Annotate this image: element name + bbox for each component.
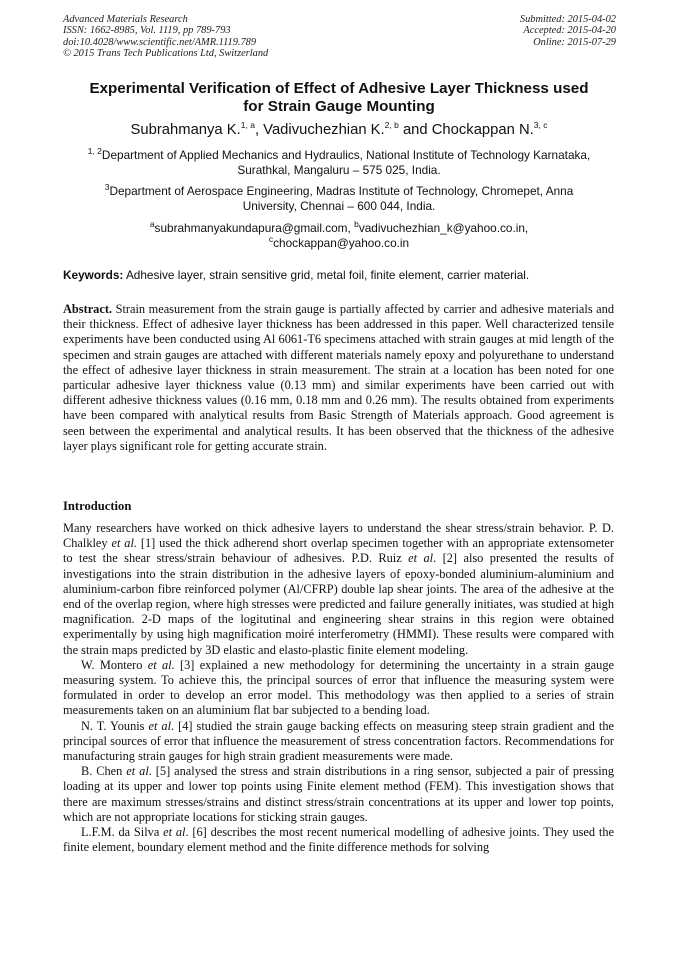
introduction-body [63, 521, 614, 855]
paper-title [30, 80, 648, 116]
intro-p5-etal: et al [163, 825, 186, 840]
author-3: Chockappan N. [431, 122, 534, 138]
email-a-mark: a [149, 219, 155, 230]
affiliation-2-line-1: Department of Aerospace Engineering, Madras Institute of Technology, Chromepet, Anna [109, 184, 574, 198]
intro-p2-text-b: [3] explained a new methodology for determining the uncertainty in a strain gauge measuring system. To achieve this, the principal sources of error that influence the measuring system were formulated in order to develop an error model. This methodology was then applied to a series of strain measurements taken on an aluminium flat bar subjected to a bending load. [63, 657, 614, 718]
intro-p3-etal: et al [148, 718, 172, 733]
affiliation-2-mark: 3 [104, 182, 110, 193]
author-separator-2: and [398, 122, 432, 138]
intro-paragraph-2 [63, 658, 614, 719]
email-b[interactable]: vadivuchezhian_k@yahoo.co.in, [358, 221, 529, 235]
copyright-line: © 2015 Trans Tech Publications Ltd, Switzerland [63, 47, 269, 59]
email-c-mark: c [268, 234, 274, 245]
affiliation-2 [40, 184, 638, 214]
intro-p4-text-a: B. Chen [81, 764, 127, 779]
author-2-affil-mark: 2, b [384, 120, 399, 131]
accepted-date: Accepted: 2015-04-20 [523, 25, 616, 37]
intro-paragraph-4 [63, 764, 614, 825]
journal-name: Advanced Materials Research [63, 14, 188, 25]
affiliation-1-mark: 1, 2 [87, 146, 102, 157]
introduction-heading: Introduction [63, 499, 132, 513]
journal-header-left [63, 14, 268, 59]
submitted-date: Submitted: 2015-04-02 [519, 14, 616, 25]
intro-paragraph-3 [63, 719, 614, 765]
affiliation-1-line-2: Surathkal, Mangaluru – 575 025, India. [237, 163, 441, 177]
author-1-affil-mark: 1, a [240, 120, 255, 131]
intro-p4-text-b: . [5] analysed the stress and strain distributions in a ring sensor, subjected a pair of pressing loading at its upper and lower top points using Finite element method (FEM). This investigation shows that there are maximum stresses/strains and distinct stress/strain concentrations at its upper and lower top points, which are not appropriate locations for sticking strain gauges. [63, 764, 614, 824]
intro-p1-text-b: [1] used the thick adherend short overlap specimen together with an appropriate extensometer to test the shear stress/strain behaviour of adhesives. P.D. Ruiz [63, 536, 614, 566]
online-date: Online: 2015-07-29 [533, 36, 616, 48]
keywords-line [63, 268, 623, 283]
author-2: Vadivuchezhian K. [263, 122, 385, 138]
doi-line: doi:10.4028/www.scientific.net/AMR.1119.789 [63, 36, 257, 48]
intro-p1-text-c: . [2] also presented the results of investigations into the strain distribution in the adhesive layers of epoxy-bonded aluminium-aluminium and aluminium-carbon fibre reinforced polymer (Al/CFRP) double lap shear joints. The area of the adhesive at the end of the overlap region, where high stresses were predicted and failure generally initiates, was studied at high magnification. 2-D maps of the logitutinal and engineering shear strains in this region were obtained experimentally by using high magnification moiré interferometry (HMMI). These results were compared with the strain maps predicted by 3D elastic and elasto-plastic finite element modeling. [63, 551, 614, 657]
email-b-mark: b [354, 219, 359, 230]
affiliation-2-line-2: University, Chennai – 600 044, India. [242, 199, 436, 213]
abstract-label: Abstract. [63, 302, 113, 316]
affiliation-1 [40, 148, 638, 178]
issn-line: ISSN: 1662-8985, Vol. 1119, pp 789-793 [63, 25, 231, 37]
intro-p1-etal-1: et al. [111, 536, 137, 551]
title-line-2: for Strain Gauge Mounting [243, 98, 435, 115]
intro-p2-etal: et al. [147, 657, 175, 672]
abstract-paragraph [63, 302, 614, 454]
intro-p5-text-a: L.F.M. da Silva [81, 825, 164, 840]
intro-p1-text-a: Many researchers have worked on thick adhesive layers to understand the shear stress/strain behavior. P. D. Chalkley [63, 521, 614, 551]
intro-paragraph-1 [63, 521, 614, 658]
journal-header-right [520, 14, 616, 48]
title-line-1: Experimental Verification of Effect of Adhesive Layer Thickness used [89, 80, 589, 97]
email-c[interactable]: chockappan@yahoo.co.in [273, 236, 410, 250]
intro-p1-etal-2: et al [408, 551, 434, 566]
intro-paragraph-5 [63, 825, 614, 855]
affiliation-1-line-1: Department of Applied Mechanics and Hydraulics, National Institute of Technology Karnataka, [101, 148, 591, 162]
intro-p3-text-a: N. T. Younis [81, 718, 149, 733]
intro-p4-etal: et al [126, 764, 149, 779]
author-3-affil-mark: 3, c [533, 120, 548, 131]
author-separator-1: , [254, 122, 264, 138]
email-a[interactable]: subrahmanyakundapura@gmail.com, [154, 221, 355, 235]
author-1: Subrahmanya K. [130, 122, 241, 138]
author-emails [40, 221, 638, 251]
intro-p3-text-b: . [4] studied the strain gauge backing effects on measuring steep strain gradient and the principal sources of error that influence the measurement of stress concentration factors. Recommendations for manufacturing strain gauges for high strain gradient measurements were made. [63, 718, 614, 764]
keywords-text: Adhesive layer, strain sensitive grid, metal foil, finite element, carrier material. [123, 268, 530, 282]
author-list [30, 121, 648, 139]
intro-p5-text-b: . [6] describes the most recent numerical modelling of adhesive joints. They used the finite element, boundary element method and the finite difference methods for solving [63, 825, 614, 855]
keywords-label: Keywords: [63, 268, 124, 282]
abstract-text: Strain measurement from the strain gauge is partially affected by carrier and adhesive materials and their thickness. Effect of adhesive layer thickness has been addressed in this paper. Well characterized tensile experiments have been conducted using Al 6061-T6 specimens attached with strain gauges at mid length of the specimen and strain gauges are attached with different materials namely epoxy and polyurethane to understand the effect of adhesive layer thickness in strain measurement. The strain at a location has been noted for one particular adhesive layer thickness value (0.13 mm) and similar experiments have been carried out with different adhesive thickness values (0.16 mm, 0.18 mm and 0.26 mm). The results obtained from experiments have been compared with analytical results from Basic Strength of Materials approach. Good agreement is seen between the experimental and analytical results. It has been observed that the thickness of the adhesive layer plays significant role for getting accurate strain. [63, 302, 614, 453]
intro-p2-text-a: W. Montero [81, 657, 148, 672]
